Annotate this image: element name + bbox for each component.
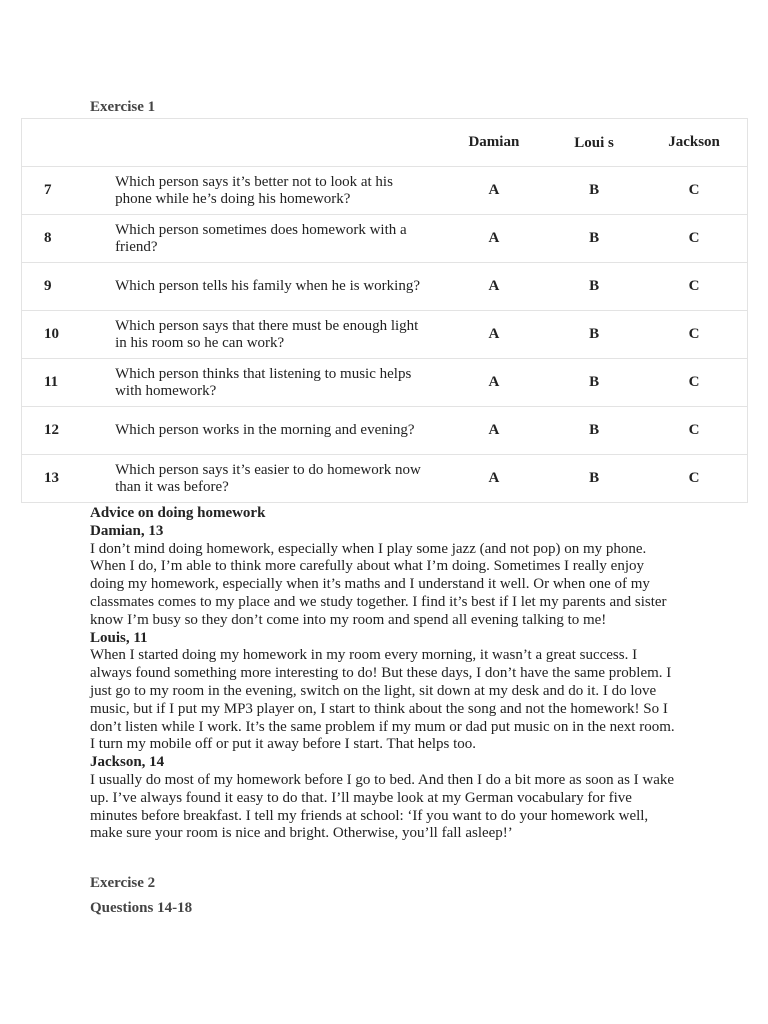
header-empty-question bbox=[93, 119, 441, 167]
option-b: B bbox=[547, 455, 641, 503]
question-number: 13 bbox=[22, 455, 94, 503]
table-row bbox=[22, 215, 748, 263]
option-c: C bbox=[641, 455, 747, 503]
table-row bbox=[22, 359, 748, 407]
header-empty-num bbox=[22, 119, 94, 167]
option-b: B bbox=[547, 311, 641, 359]
exercise-2-questions: Questions 14-18 bbox=[90, 900, 193, 916]
table-row bbox=[22, 407, 748, 455]
table-row bbox=[22, 311, 748, 359]
question-text: Which person sometimes does homework with a friend? bbox=[93, 215, 441, 263]
option-c: C bbox=[641, 311, 747, 359]
article-heading: Advice on doing homework bbox=[90, 505, 266, 521]
option-b: B bbox=[547, 215, 641, 263]
header-damian: Damian bbox=[441, 119, 547, 167]
question-text: Which person tells his family when he is working? bbox=[93, 263, 441, 311]
question-table bbox=[21, 118, 748, 503]
question-number: 9 bbox=[22, 263, 94, 311]
question-number: 10 bbox=[22, 311, 94, 359]
header-louis: Loui s bbox=[547, 119, 641, 167]
question-text: Which person says that there must be enough light in his room so he can work? bbox=[93, 311, 441, 359]
table-header-row bbox=[22, 119, 748, 167]
option-a: A bbox=[441, 455, 547, 503]
option-c: C bbox=[641, 215, 747, 263]
table-row bbox=[22, 167, 748, 215]
person-name-damian: Damian, 13 bbox=[90, 522, 164, 539]
exercise-2-title: Exercise 2 bbox=[90, 875, 156, 891]
option-c: C bbox=[641, 263, 747, 311]
person-name-jackson: Jackson, 14 bbox=[90, 754, 165, 771]
exercise-1-title: Exercise 1 bbox=[90, 99, 156, 115]
person-text-damian: I don’t mind doing homework, especially when I play some jazz (and not pop) on my phone. When I do, I’m able to think more carefully about what I’m doing. Sometimes I really enjoy doing my homework, especially when it’s maths and I understand it well. Or when one of my classmates comes to my place and we study together. I find it’s best if I let my parents and sister know I’m busy so they don’t come into my room and spend all evening talking to me! bbox=[90, 540, 667, 628]
question-text: Which person thinks that listening to music helps with homework? bbox=[93, 359, 441, 407]
option-b: B bbox=[547, 359, 641, 407]
person-name-louis: Louis, 11 bbox=[90, 629, 148, 646]
table-row bbox=[22, 455, 748, 503]
option-a: A bbox=[441, 359, 547, 407]
header-jackson: Jackson bbox=[641, 119, 747, 167]
person-text-louis: When I started doing my homework in my room every morning, it wasn’t a great success. I always found something more interesting to do! But these days, I don’t have the same problem. I just go to my room in the evening, switch on the light, sit down at my desk and do it. I do love music, but if I put my MP3 player on, I start to think about the song and not the homework! So I don’t listen while I work. It’s the same problem if my mum or dad put music on in the next room. I turn my mobile off or put it away before I start. That helps too. bbox=[90, 647, 675, 753]
option-c: C bbox=[641, 167, 747, 215]
option-c: C bbox=[641, 359, 747, 407]
table-body bbox=[22, 167, 748, 503]
option-b: B bbox=[547, 263, 641, 311]
option-a: A bbox=[441, 311, 547, 359]
table-row bbox=[22, 263, 748, 311]
question-number: 12 bbox=[22, 407, 94, 455]
option-a: A bbox=[441, 263, 547, 311]
option-a: A bbox=[441, 167, 547, 215]
question-text: Which person says it’s better not to look at his phone while he’s doing his homework? bbox=[93, 167, 441, 215]
question-number: 8 bbox=[22, 215, 94, 263]
article bbox=[90, 505, 680, 843]
option-c: C bbox=[641, 407, 747, 455]
option-a: A bbox=[441, 215, 547, 263]
option-b: B bbox=[547, 407, 641, 455]
question-text: Which person works in the morning and evening? bbox=[93, 407, 441, 455]
person-text-jackson: I usually do most of my homework before I go to bed. And then I do a bit more as soon as I wake up. I’ve always found it easy to do that. I’ll maybe look at my German vocabulary for five minutes before breakfast. I tell my friends at school: ‘If you want to do your homework well, make sure your room is nice and bright. Otherwise, you’ll fall asleep!’ bbox=[90, 771, 675, 842]
question-number: 11 bbox=[22, 359, 94, 407]
question-text: Which person says it’s easier to do homework now than it was before? bbox=[93, 455, 441, 503]
option-b: B bbox=[547, 167, 641, 215]
question-number: 7 bbox=[22, 167, 94, 215]
option-a: A bbox=[441, 407, 547, 455]
